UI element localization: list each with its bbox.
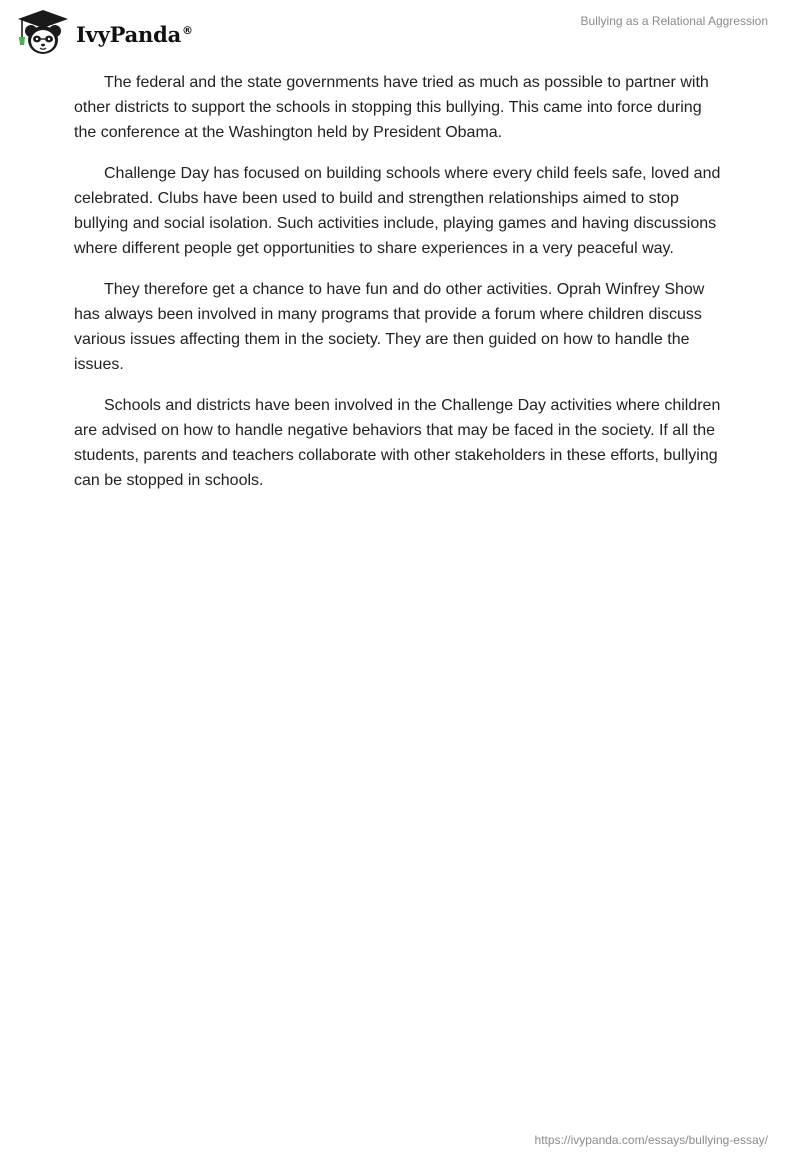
paragraph: Challenge Day has focused on building schools where every child feels safe, loved and celebrated. Clubs have been used to build and strengthen relationships aimed to stop bullying and social isolation. Such activities include, playing games and having discussions where different people get opportunities to share experiences in a very peaceful way. xyxy=(74,165,721,257)
document-running-title: Bullying as a Relational Aggression xyxy=(580,14,768,28)
paragraph: Schools and districts have been involved in the Challenge Day activities where children are advised on how to handle negative behaviors that may be faced in the society. If all the students, parents and teachers collaborate with other stakeholders in these efforts, bullying can be stopped in schools. xyxy=(74,397,721,489)
paragraph: They therefore get a chance to have fun and do other activities. Oprah Winfrey Show has always been involved in many programs that provide a forum where children discuss various issues affecting them in the society. They are then guided on how to handle the issues. xyxy=(74,281,705,373)
footer-source-url[interactable]: https://ivypanda.com/essays/bullying-essay/ xyxy=(534,1133,768,1147)
brand-name xyxy=(76,22,193,47)
essay-body xyxy=(74,70,724,509)
brand-logo[interactable] xyxy=(14,8,193,58)
paragraph: The federal and the state governments have tried as much as possible to partner with other districts to support the schools in stopping this bullying. This came into force during the conference at the Washington held by President Obama. xyxy=(74,74,709,141)
registered-mark: ® xyxy=(182,23,193,37)
page-header xyxy=(0,0,800,60)
brand-name-text: IvyPanda xyxy=(76,21,182,47)
panda-graduation-cap-icon xyxy=(14,8,72,58)
